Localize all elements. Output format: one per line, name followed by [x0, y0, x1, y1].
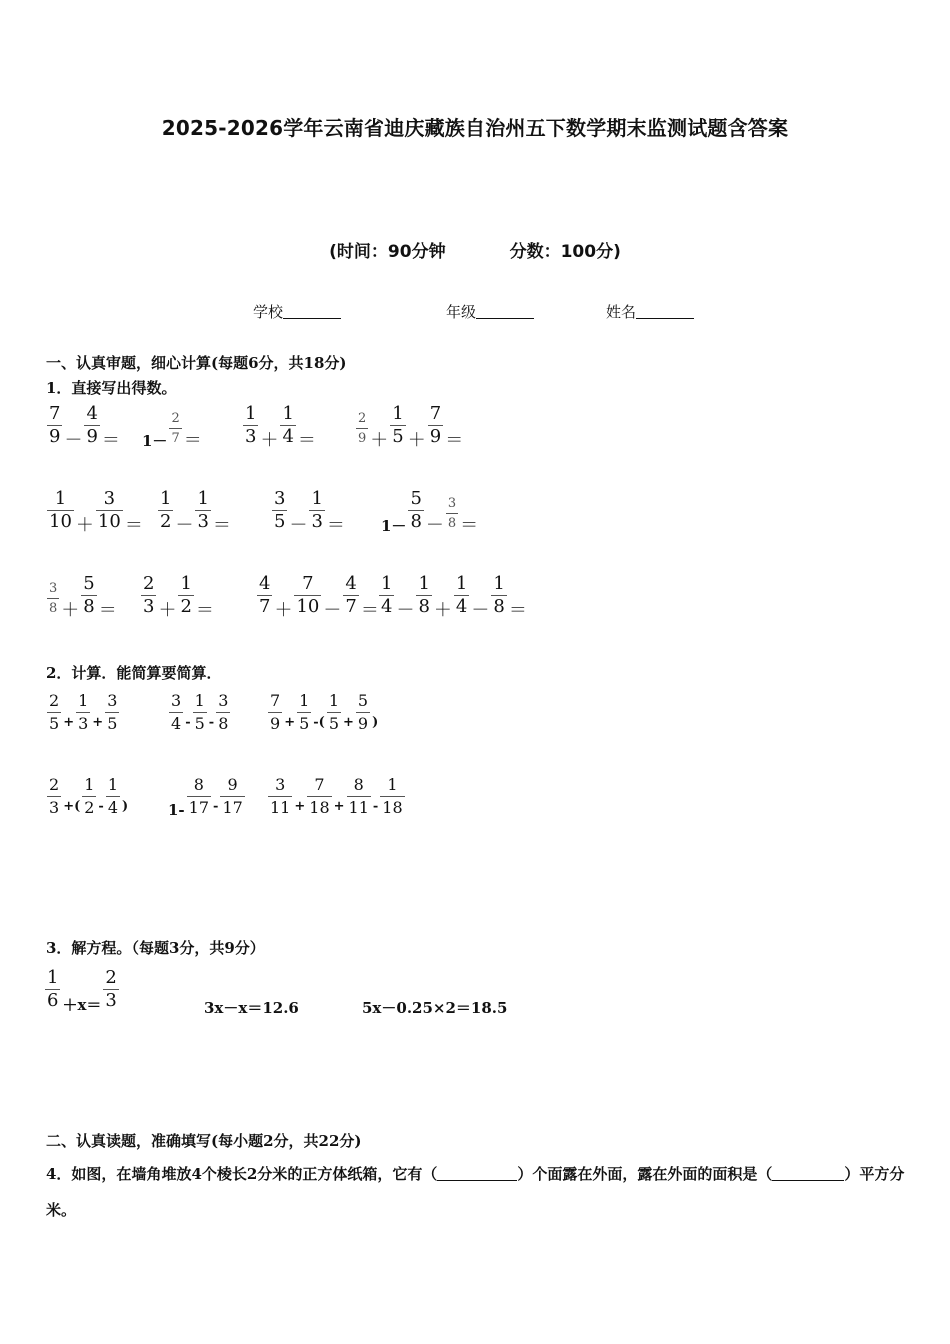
- numerator: 2: [47, 691, 61, 713]
- q1-expression-2-1: [46, 489, 144, 537]
- fraction: [47, 691, 61, 734]
- numerator: 4: [259, 573, 271, 594]
- fraction: [106, 775, 120, 818]
- operator: -: [185, 715, 191, 730]
- q1-expression-2-4: [380, 489, 479, 537]
- q4-text-2: ）个面露在外面，露在外面的面积是（: [517, 1165, 773, 1183]
- denominator: 4: [381, 596, 393, 617]
- time-label: (时间：90分钟: [329, 242, 446, 262]
- fraction: [47, 489, 74, 532]
- fraction: [268, 691, 282, 734]
- fraction: [178, 574, 193, 617]
- grade-label: 年级: [446, 303, 477, 321]
- operator: ＋: [260, 430, 279, 451]
- fraction: [294, 574, 321, 617]
- q2-expression-1-2: [168, 691, 231, 734]
- numerator: 2: [47, 775, 61, 797]
- denominator: 11: [270, 798, 291, 817]
- fraction: [268, 775, 292, 818]
- fraction: [141, 574, 156, 617]
- operator: -: [208, 715, 215, 730]
- equation-2: 3x－x＝12.6: [204, 999, 299, 1017]
- operator: ＋: [274, 600, 293, 621]
- numerator: 5: [356, 691, 370, 713]
- fraction: [81, 574, 96, 617]
- q1-expression-3-4: [378, 574, 528, 622]
- numerator: 3: [274, 488, 286, 509]
- fraction: [380, 775, 404, 818]
- fraction: [327, 691, 341, 734]
- fraction: [169, 410, 181, 447]
- eq1-suffix: ＋x＝: [62, 996, 102, 1014]
- denominator: 10: [296, 596, 320, 617]
- denominator: 3: [105, 990, 117, 1011]
- denominator: 11: [348, 798, 369, 817]
- q4-text-1: 4．如图，在墙角堆放4个棱长2分米的正方体纸箱，它有（: [46, 1165, 438, 1183]
- fraction: [307, 775, 331, 818]
- denominator: 5: [49, 714, 60, 733]
- numerator: 3: [216, 691, 230, 713]
- numerator: 1: [392, 403, 404, 424]
- q1-expression-2-2: [157, 489, 232, 537]
- numerator: 1: [381, 573, 393, 594]
- denominator: 7: [171, 431, 180, 446]
- fraction: [82, 775, 96, 818]
- operator: ＝: [124, 515, 143, 536]
- denominator: 8: [493, 596, 505, 617]
- denominator: 3: [49, 798, 60, 817]
- fraction: [216, 691, 230, 734]
- fraction: [297, 691, 311, 734]
- denominator: 9: [49, 426, 61, 447]
- equation-3: 5x－0.25×2＝18.5: [362, 999, 508, 1017]
- numerator: 1: [380, 775, 404, 797]
- denominator: 9: [429, 426, 442, 447]
- denominator: 5: [299, 714, 310, 733]
- name-blank[interactable]: [636, 304, 694, 319]
- operator: -: [372, 799, 379, 814]
- operator: ＝: [460, 515, 479, 536]
- denominator: 17: [222, 798, 243, 817]
- operator: －: [396, 600, 415, 621]
- denominator: 8: [218, 714, 229, 733]
- fraction: [96, 489, 123, 532]
- q2-expression-1-3: [267, 691, 379, 734]
- numerator: 4: [345, 573, 357, 594]
- school-field[interactable]: [253, 301, 341, 322]
- numerator: 4: [86, 403, 98, 424]
- operator: -: [98, 799, 104, 814]
- numerator: 3: [47, 580, 59, 599]
- eq1-right-fraction: [103, 968, 118, 1011]
- numerator: 3: [169, 691, 183, 713]
- operator: +: [294, 799, 306, 814]
- q1-expression-3-2: [140, 574, 215, 622]
- document-title: 2025-2026学年云南省迪庆藏族自治州五下数学期末监测试题含答案: [161, 116, 789, 140]
- operator: ＋: [75, 515, 94, 536]
- equation-1: [44, 968, 120, 1015]
- denominator: 7: [259, 596, 271, 617]
- q4-text-3: ）平方分米。: [46, 1165, 905, 1219]
- denominator: 8: [410, 511, 422, 532]
- fraction: [416, 574, 431, 617]
- operator: 1-: [168, 801, 185, 819]
- denominator: 4: [282, 426, 294, 447]
- operator: ＝: [183, 430, 202, 451]
- grade-field[interactable]: [446, 301, 534, 322]
- numerator: 1: [245, 403, 257, 424]
- school-blank[interactable]: [283, 304, 341, 319]
- denominator: 3: [143, 596, 155, 617]
- denominator: 6: [47, 990, 59, 1011]
- q2-expression-2-3: [267, 775, 406, 818]
- fraction: [195, 489, 210, 532]
- denominator: 8: [49, 601, 58, 616]
- numerator: 7: [294, 574, 321, 596]
- denominator: 5: [194, 714, 205, 733]
- numerator: 3: [96, 489, 123, 511]
- numerator: 1: [193, 691, 207, 713]
- operator: ＋: [433, 600, 452, 621]
- numerator: 7: [268, 691, 282, 713]
- operator: ＋: [370, 430, 389, 451]
- denominator: 4: [455, 596, 468, 617]
- fraction: [243, 404, 258, 447]
- operator: +: [63, 715, 75, 730]
- operator: ＝: [508, 600, 527, 621]
- operator: ＋: [61, 600, 80, 621]
- denominator: 2: [180, 596, 192, 617]
- operator: +: [343, 715, 354, 730]
- q2-expression-1-1: [46, 691, 120, 734]
- fraction: [379, 574, 394, 617]
- operator: ＝: [297, 430, 316, 451]
- fraction: [454, 574, 469, 617]
- operator: －: [323, 600, 342, 621]
- fraction: [347, 775, 371, 818]
- numerator: 1: [180, 573, 192, 594]
- numerator: 1: [106, 775, 120, 797]
- fraction: [356, 410, 368, 447]
- denominator: 8: [447, 516, 457, 531]
- operator: －: [425, 515, 444, 536]
- fraction: [491, 574, 506, 617]
- operator: -(: [313, 715, 325, 730]
- denominator: 18: [309, 798, 330, 817]
- denominator: 5: [328, 714, 340, 733]
- numerator: 8: [187, 775, 211, 797]
- numerator: 7: [49, 403, 61, 424]
- operator: +: [284, 715, 296, 730]
- numerator: 9: [220, 775, 244, 797]
- q1-expression-1-4: [355, 404, 464, 452]
- numerator: 1: [455, 573, 468, 594]
- denominator: 4: [171, 714, 182, 733]
- denominator: 9: [358, 431, 367, 446]
- section1-heading: 一、认真审题，细心计算(每题6分，共18分): [46, 354, 347, 372]
- denominator: 17: [188, 798, 210, 817]
- numerator: 1: [493, 573, 505, 594]
- numerator: 1: [197, 488, 209, 509]
- operator: +: [92, 715, 104, 730]
- denominator: 10: [97, 511, 121, 532]
- fraction: [47, 775, 61, 818]
- q4-answer-blank-1[interactable]: [437, 1166, 517, 1181]
- fraction: [169, 691, 183, 734]
- q3-label: 3．解方程。（每题3分，共9分）: [46, 939, 265, 957]
- operator: ＝: [195, 600, 214, 621]
- numerator: 1: [160, 488, 172, 509]
- numerator: 1: [282, 403, 294, 424]
- operator: ＝: [212, 515, 231, 536]
- denominator: 5: [274, 511, 286, 532]
- q1-label: 1．直接写出得数。: [46, 379, 177, 397]
- numerator: 2: [143, 573, 155, 594]
- numerator: 1: [47, 489, 74, 511]
- numerator: 5: [83, 573, 95, 594]
- numerator: 2: [356, 410, 368, 429]
- section2-heading: 二、认真读题，准确填写(每小题2分，共22分): [46, 1132, 362, 1150]
- denominator: 9: [357, 714, 369, 733]
- operator: ＝: [360, 600, 379, 621]
- numerator: 3: [105, 691, 119, 713]
- denominator: 4: [107, 798, 119, 817]
- fraction: [84, 404, 99, 447]
- operator: ): [372, 715, 379, 730]
- numerator: 1: [76, 691, 90, 713]
- denominator: 3: [78, 714, 89, 733]
- q2-expression-2-1: [46, 775, 129, 818]
- operator: －: [289, 515, 308, 536]
- denominator: 10: [49, 511, 72, 532]
- numerator: 1: [297, 691, 311, 713]
- numerator: 3: [268, 775, 292, 797]
- fraction: [408, 489, 423, 532]
- operator: ＝: [445, 430, 464, 451]
- name-label: 姓名: [606, 303, 637, 321]
- operator: －: [471, 600, 490, 621]
- numerator: 1: [82, 775, 96, 797]
- numerator: 1: [311, 488, 323, 509]
- denominator: 9: [86, 426, 98, 447]
- fraction: [343, 574, 358, 617]
- fraction: [47, 404, 62, 447]
- eq1-left-fraction: [45, 968, 60, 1011]
- fraction: [105, 691, 119, 734]
- q4-answer-blank-2-cont[interactable]: [832, 1166, 844, 1181]
- operator: +: [333, 799, 345, 814]
- fraction: [428, 404, 443, 447]
- operator: 1－: [381, 517, 407, 535]
- denominator: 18: [382, 798, 403, 817]
- fraction: [280, 404, 295, 447]
- operator: 1－: [142, 432, 168, 450]
- operator: －: [175, 515, 194, 536]
- exam-meta: [0, 237, 950, 262]
- numerator: 7: [429, 403, 442, 424]
- q1-expression-1-2: [141, 404, 203, 452]
- fraction: [257, 574, 272, 617]
- denominator: 3: [311, 511, 323, 532]
- operator: ＝: [98, 600, 117, 621]
- numerator: 2: [169, 410, 181, 429]
- operator: －: [64, 430, 83, 451]
- fraction: [309, 489, 324, 532]
- denominator: 3: [197, 511, 209, 532]
- denominator: 7: [345, 596, 357, 617]
- q1-expression-3-1: [46, 574, 118, 622]
- numerator: 1: [418, 573, 430, 594]
- fraction: [272, 489, 287, 532]
- fraction: [47, 580, 59, 617]
- numerator: 5: [410, 488, 422, 509]
- numerator: 2: [105, 967, 117, 988]
- fraction: [187, 775, 211, 818]
- numerator: 1: [327, 691, 341, 713]
- fraction: [76, 691, 90, 734]
- q1-expression-3-3: [256, 574, 380, 622]
- numerator: 8: [347, 775, 371, 797]
- question-4: [46, 1156, 906, 1228]
- denominator: 8: [83, 596, 95, 617]
- fraction: [446, 495, 458, 532]
- name-field[interactable]: [606, 301, 694, 322]
- fraction: [193, 691, 207, 734]
- score-label: 分数：100分): [509, 242, 621, 262]
- fraction: [220, 775, 244, 818]
- q2-label: 2．计算．能简算要简算．: [46, 664, 222, 682]
- operator: ＋: [407, 430, 426, 451]
- denominator: 5: [392, 426, 404, 447]
- q2-expression-2-2: [167, 775, 246, 819]
- numerator: 7: [307, 775, 331, 797]
- fraction: [158, 489, 173, 532]
- denominator: 5: [107, 714, 118, 733]
- school-label: 学校: [253, 303, 284, 321]
- denominator: 2: [84, 798, 95, 817]
- denominator: 8: [418, 596, 430, 617]
- operator: +(: [63, 799, 81, 814]
- fraction: [390, 404, 405, 447]
- q1-expression-1-1: [46, 404, 121, 452]
- denominator: 2: [160, 511, 172, 532]
- grade-blank[interactable]: [476, 304, 534, 319]
- q4-answer-blank-2[interactable]: [772, 1166, 832, 1181]
- q1-expression-2-3: [271, 489, 346, 537]
- operator: -: [213, 799, 219, 814]
- denominator: 9: [270, 714, 281, 733]
- operator: ＋: [158, 600, 177, 621]
- operator: ＝: [326, 515, 345, 536]
- q1-expression-1-3: [242, 404, 317, 452]
- numerator: 1: [47, 967, 59, 988]
- operator: ＝: [101, 430, 120, 451]
- denominator: 3: [245, 426, 257, 447]
- operator: ): [122, 799, 129, 814]
- numerator: 3: [446, 495, 458, 514]
- fraction: [356, 691, 370, 734]
